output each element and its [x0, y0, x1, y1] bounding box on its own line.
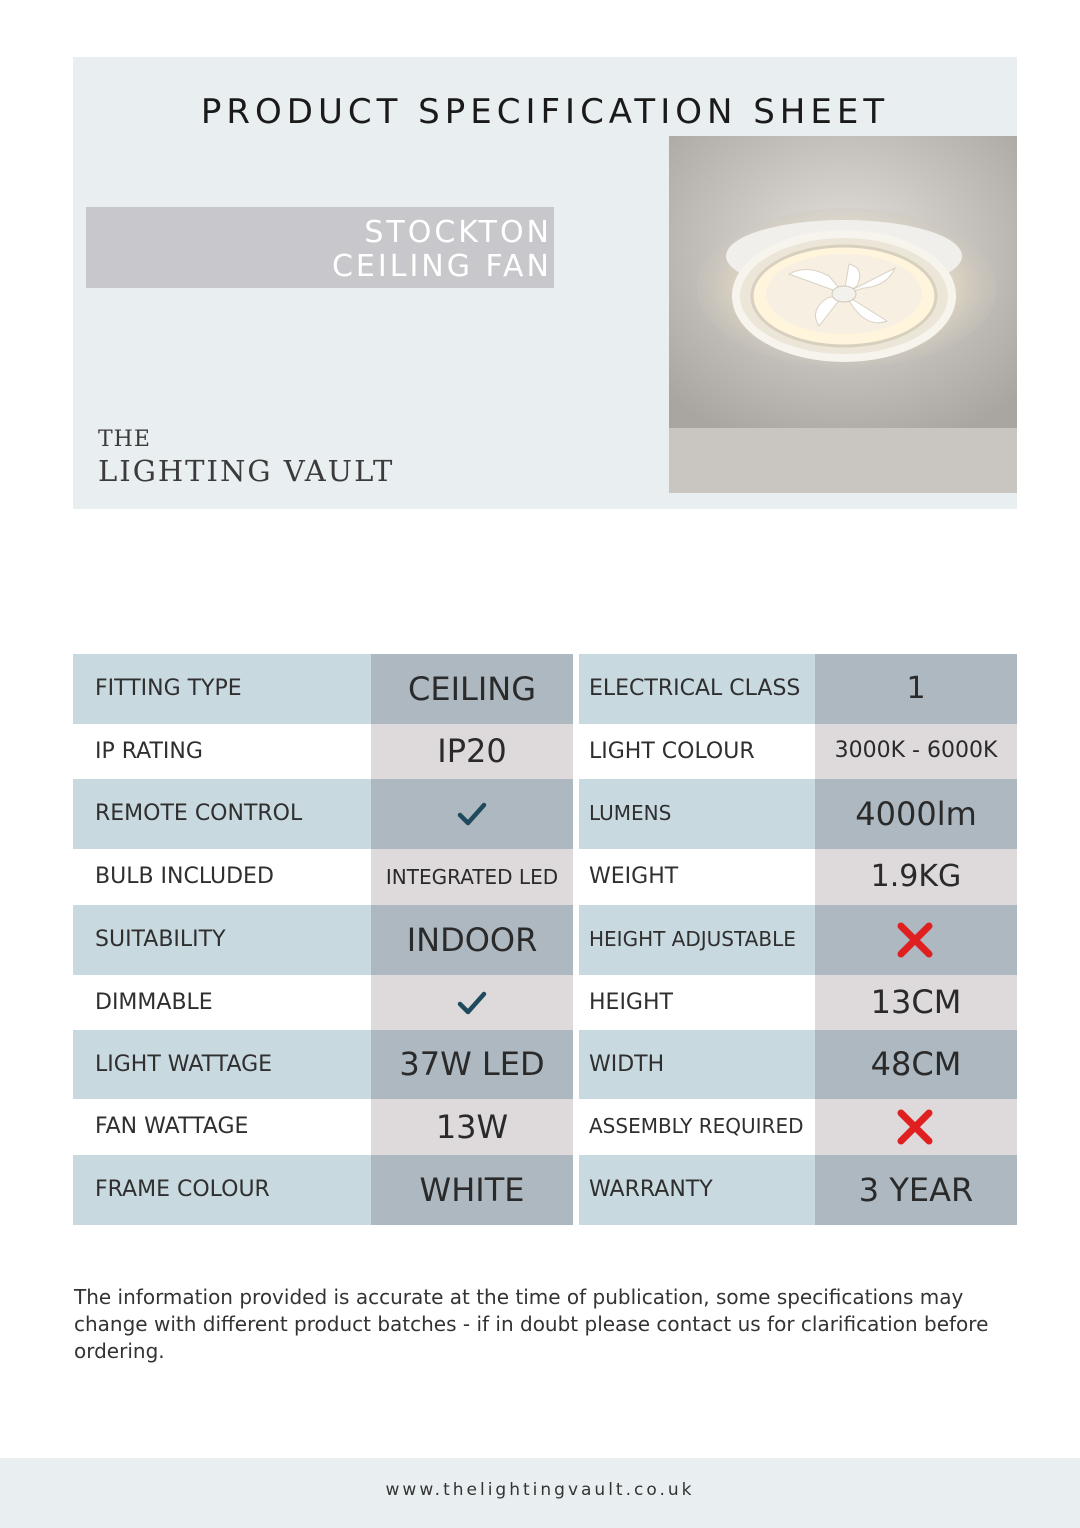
spec-label-cell	[73, 1099, 371, 1155]
product-name-line1: STOCKTON	[364, 215, 552, 250]
spec-label-cell	[579, 724, 815, 779]
disclaimer-text: The information provided is accurate at the time of publication, some specifications may change with different product batches - if in doubt please contact us for clarification before ordering.	[74, 1285, 989, 1363]
spec-label: BULB INCLUDED	[95, 864, 274, 889]
spec-value-cell	[815, 1030, 1017, 1099]
product-name-line2: CEILING FAN	[331, 249, 552, 284]
spec-label-cell	[73, 849, 371, 905]
brand-line2: LIGHTING VAULT	[98, 454, 395, 488]
spec-label: FRAME COLOUR	[95, 1177, 270, 1202]
check-icon	[456, 989, 488, 1021]
spec-label-cell	[73, 1155, 371, 1225]
check-icon	[456, 800, 488, 832]
spec-value-cell	[371, 1099, 573, 1155]
spec-value: WHITE	[419, 1171, 525, 1209]
spec-value-cell	[371, 975, 573, 1030]
spec-value: 13W	[435, 1108, 509, 1146]
spec-label-cell	[579, 1030, 815, 1099]
spec-label: HEIGHT	[589, 990, 673, 1015]
spec-label: FAN WATTAGE	[95, 1114, 249, 1139]
spec-value: 1.9KG	[870, 859, 962, 894]
spec-label: IP RATING	[95, 739, 203, 764]
brand-logo	[98, 427, 394, 488]
footer-bar	[0, 1458, 1080, 1528]
spec-label: ELECTRICAL CLASS	[589, 676, 801, 701]
spec-value: INTEGRATED LED	[385, 865, 559, 889]
spec-value-cell	[371, 724, 573, 779]
spec-label-cell	[579, 779, 815, 849]
spec-value-cell	[815, 849, 1017, 905]
spec-value: 13CM	[870, 983, 962, 1021]
spec-label-cell	[579, 654, 815, 724]
spec-value-cell	[371, 779, 573, 849]
cross-icon	[895, 1108, 935, 1150]
spec-value-cell	[371, 905, 573, 975]
spec-value: INDOOR	[406, 921, 538, 959]
spec-value-cell	[815, 779, 1017, 849]
ceiling-fan-image	[669, 136, 1017, 493]
spec-label-cell	[73, 975, 371, 1030]
spec-label: DIMMABLE	[95, 990, 213, 1015]
spec-label-cell	[73, 654, 371, 724]
spec-label-cell	[579, 905, 815, 975]
spec-label: WEIGHT	[589, 864, 679, 889]
spec-value-cell	[815, 905, 1017, 975]
spec-label-cell	[579, 975, 815, 1030]
spec-value-cell	[815, 654, 1017, 724]
spec-value: 3 YEAR	[858, 1171, 974, 1209]
spec-label: WARRANTY	[589, 1177, 713, 1202]
spec-value: 48CM	[870, 1045, 962, 1083]
product-name-box	[86, 207, 554, 288]
spec-value-cell	[371, 849, 573, 905]
spec-value: IP20	[437, 732, 507, 770]
spec-label-cell	[73, 779, 371, 849]
spec-label: WIDTH	[589, 1052, 665, 1077]
cross-icon	[895, 921, 935, 963]
spec-label: LUMENS	[589, 801, 672, 825]
spec-label-cell	[579, 1155, 815, 1225]
spec-label: LIGHT COLOUR	[589, 739, 755, 764]
spec-value: CEILING	[408, 670, 536, 708]
spec-value: 4000lm	[855, 795, 977, 833]
spec-label-cell	[73, 724, 371, 779]
spec-value: 1	[906, 671, 926, 706]
spec-value-cell	[371, 1030, 573, 1099]
spec-label-cell	[73, 905, 371, 975]
spec-label: FITTING TYPE	[95, 676, 242, 701]
spec-value-cell	[371, 654, 573, 724]
spec-label: REMOTE CONTROL	[95, 801, 303, 826]
spec-value: 3000K - 6000K	[834, 738, 998, 763]
page-title: PRODUCT SPECIFICATION SHEET	[200, 92, 890, 132]
spec-label: ASSEMBLY REQUIRED	[589, 1114, 804, 1138]
brand-line1: THE	[98, 427, 151, 452]
product-photo	[669, 136, 1017, 493]
spec-label: SUITABILITY	[95, 927, 226, 952]
spec-label: LIGHT WATTAGE	[95, 1052, 273, 1077]
spec-label: HEIGHT ADJUSTABLE	[589, 927, 796, 951]
spec-value-cell	[815, 975, 1017, 1030]
spec-label-cell	[579, 1099, 815, 1155]
spec-value: 37W LED	[399, 1045, 545, 1083]
spec-value-cell	[815, 1099, 1017, 1155]
spec-value-cell	[815, 724, 1017, 779]
spec-label-cell	[73, 1030, 371, 1099]
spec-label-cell	[579, 849, 815, 905]
spec-value-cell	[371, 1155, 573, 1225]
website-url: www.thelightingvault.co.uk	[385, 1480, 695, 1500]
spec-value-cell	[815, 1155, 1017, 1225]
